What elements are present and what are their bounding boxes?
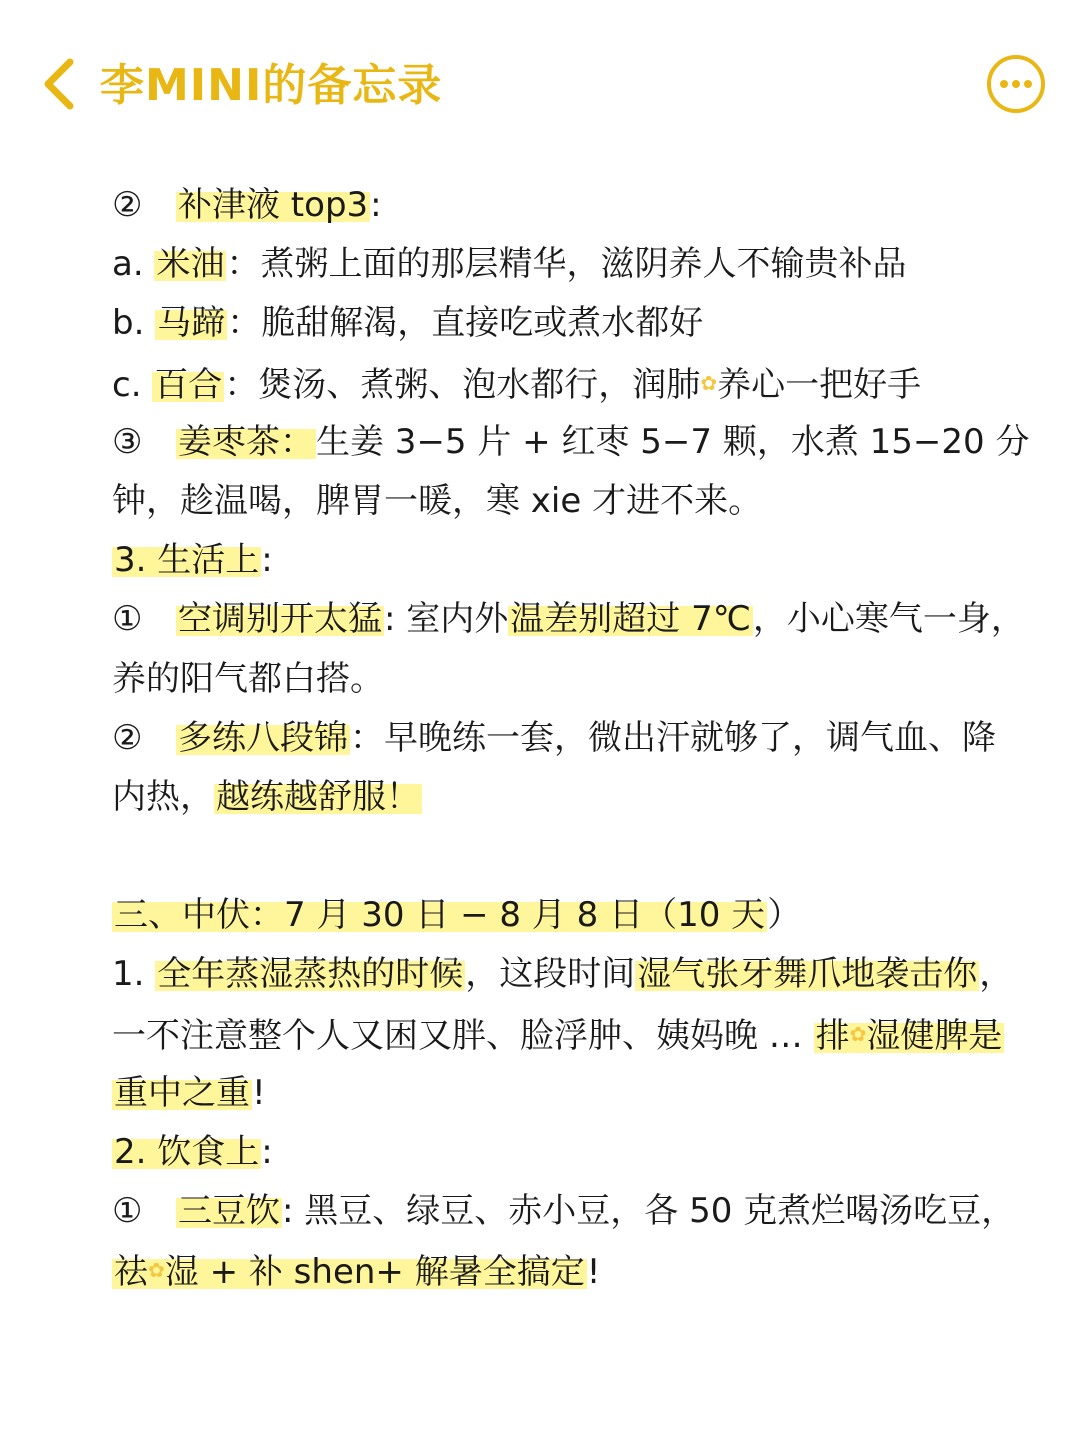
flower-icon: ✿ xyxy=(148,1258,165,1283)
line-text: ， xyxy=(979,954,1014,995)
note-line xyxy=(112,176,972,235)
section-heading: 2. 饮食上 xyxy=(114,1132,260,1172)
line-text: : xyxy=(261,1132,273,1172)
highlight-text: 温差别超过 7℃ xyxy=(510,599,751,640)
note-line xyxy=(112,650,972,709)
flower-icon: ✿ xyxy=(700,370,718,395)
line-text: ! xyxy=(586,1252,601,1293)
highlight-text: 重中之重 xyxy=(114,1072,250,1113)
highlight-text xyxy=(814,1016,1005,1056)
line-text: : 黑豆、绿豆、赤小豆，各 50 克煮烂喝汤吃豆， xyxy=(282,1191,1016,1232)
line-text: ：早晚练一套，微出汗就够了，调气血、降 xyxy=(350,717,996,758)
highlight-text-part: 排 xyxy=(815,1015,850,1056)
note-line xyxy=(112,590,1025,649)
page-title: 李MINI的备忘录 xyxy=(100,60,443,111)
note-line xyxy=(112,472,972,531)
highlight-text: 补津液 top3 xyxy=(178,185,369,225)
highlight-text-part: 祛 xyxy=(114,1252,148,1293)
chevron-left-icon[interactable] xyxy=(36,56,88,112)
section-heading: 三、中伏：7 月 30 日 − 8 月 8 日（10 天 xyxy=(114,895,766,936)
highlight-text: 三豆饮 xyxy=(178,1191,280,1232)
line-text: : xyxy=(261,540,273,581)
note-line xyxy=(112,709,996,768)
highlight-text: 空调别开太猛 xyxy=(178,599,382,640)
header xyxy=(0,0,1080,170)
note-line xyxy=(112,294,972,353)
line-text: ! xyxy=(252,1072,266,1113)
line-text: ，小心寒气一身， xyxy=(752,599,1025,640)
list-marker: 1. xyxy=(112,954,156,995)
line-text: : 室内外 xyxy=(384,599,509,640)
list-marker: c. xyxy=(112,364,153,405)
highlight-text: 米油 xyxy=(156,244,225,285)
highlight-text: 马蹄 xyxy=(157,303,226,344)
note-line xyxy=(112,413,1030,472)
list-marker: b. xyxy=(112,303,156,344)
line-text: ，这段时间 xyxy=(465,954,636,995)
section-heading: 3. 生活上 xyxy=(114,540,260,581)
note-line xyxy=(112,768,972,827)
line-text: : xyxy=(370,185,382,225)
circled-number: ② xyxy=(112,717,143,758)
line-text: ：脆甜解渴，直接吃或煮水都好 xyxy=(227,303,704,344)
note-line xyxy=(112,886,972,945)
highlight-text: 多练八段锦 xyxy=(178,717,348,758)
note-line xyxy=(112,945,1014,1004)
circled-number: ③ xyxy=(112,421,143,462)
note-line xyxy=(112,1064,972,1123)
flower-icon: ✿ xyxy=(849,1021,867,1046)
line-text: ：煮粥上面的那层精华，滋阴养人不输贵补品 xyxy=(226,244,907,285)
note-line xyxy=(112,1182,1016,1241)
note-line xyxy=(112,235,972,294)
highlight-text xyxy=(112,1252,587,1292)
highlight-text-part: 湿 + 补 shen+ 解暑全搞定 xyxy=(164,1252,585,1293)
line-text: 养的阳气都白搭。 xyxy=(112,658,384,699)
line-text: ：煲汤、煮粥、泡水都行，润肺 xyxy=(224,364,701,405)
line-text: 养心一把好手 xyxy=(717,364,922,405)
highlight-text: 百合 xyxy=(154,364,223,405)
note-line xyxy=(112,354,972,413)
note-line xyxy=(112,1005,1003,1064)
blank-line xyxy=(112,827,972,886)
line-text: 一不注意整个人又困又胖、脸浮肿、姨妈晚 … xyxy=(112,1015,814,1056)
more-icon[interactable] xyxy=(986,54,1046,114)
note-content xyxy=(112,176,1030,1301)
circled-number: ① xyxy=(112,599,143,640)
line-text: 钟，趁温喝，脾胃一暖，寒 xie 才进不来。 xyxy=(112,480,763,521)
circled-number: ② xyxy=(112,185,143,225)
note-line xyxy=(112,1123,972,1182)
line-text: 生姜 3−5 片 + 红枣 5−7 颗，水煮 15−20 分 xyxy=(316,421,1030,462)
highlight-text-part: 湿健脾是 xyxy=(866,1015,1003,1056)
line-text: ） xyxy=(767,895,802,936)
highlight-text: 全年蒸湿蒸热的时候 xyxy=(157,954,464,995)
note-line xyxy=(112,1241,972,1300)
highlight-text: 越练越舒服！ xyxy=(216,776,420,817)
list-marker: a. xyxy=(112,244,155,285)
circled-number: ① xyxy=(112,1191,143,1232)
highlight-text: 湿气张牙舞爪地袭击你 xyxy=(637,954,978,995)
highlight-text: 姜枣茶： xyxy=(178,421,314,462)
line-text: 内热， xyxy=(112,776,214,817)
note-line xyxy=(112,531,972,590)
